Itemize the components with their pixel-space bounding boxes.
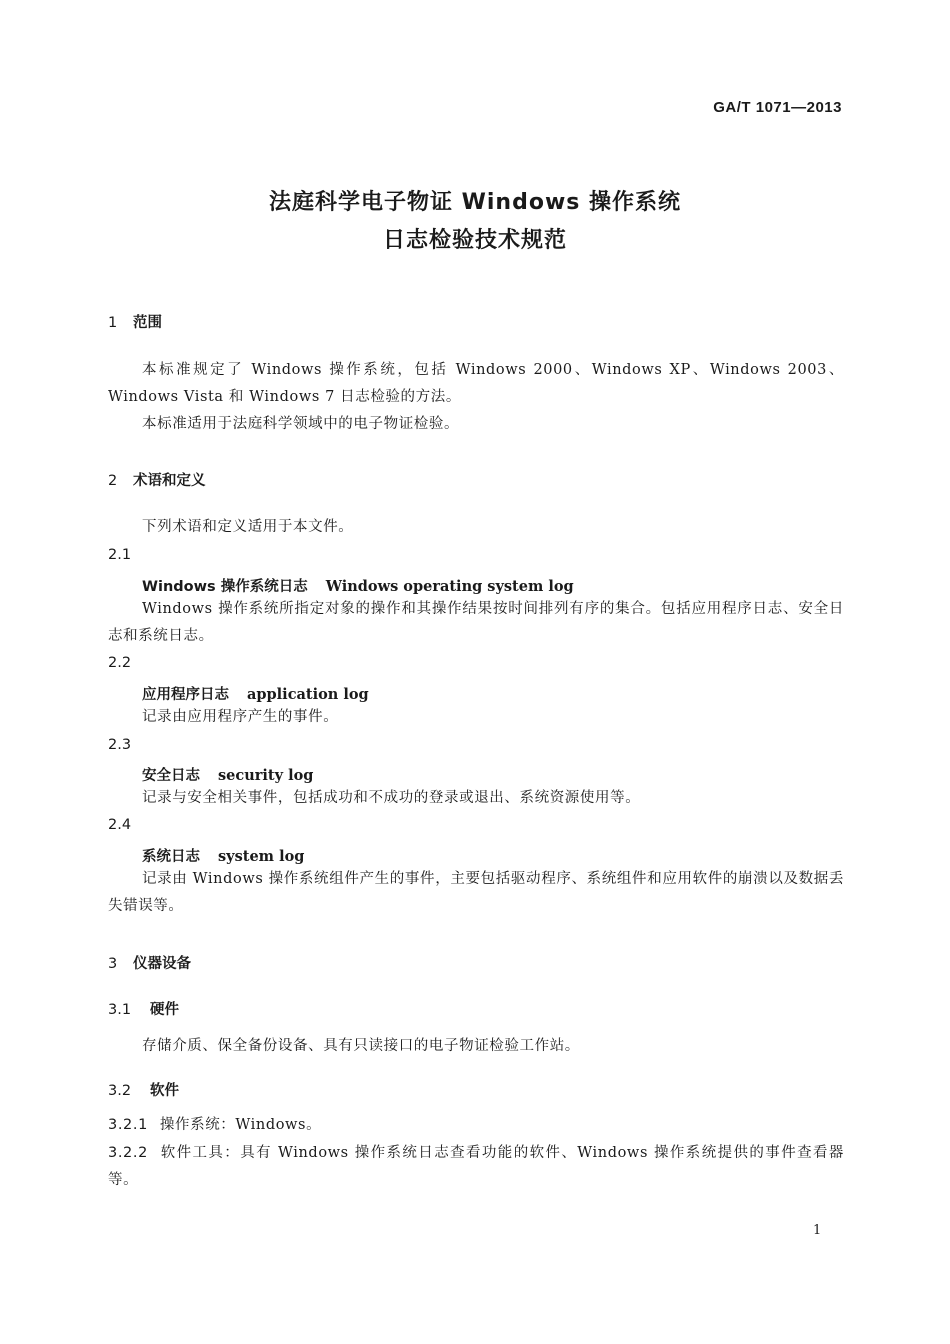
clause-number: 3.2.1	[108, 1117, 148, 1133]
subsection-number: 3.1	[108, 1002, 132, 1018]
section-title: 仪器设备	[133, 956, 191, 972]
clause-text: 操作系统：Windows。	[159, 1117, 322, 1133]
subsection-number: 3.2	[108, 1083, 132, 1099]
section-1-paragraph-2: 本标准适用于法庭科学领域中的电子物证检验。	[142, 416, 460, 432]
term-number: 2.3	[108, 737, 132, 753]
term-heading	[142, 575, 574, 596]
title-line-2: 日志检验技术规范	[382, 228, 567, 253]
term-definition: 记录由 Windows 操作系统组件产生的事件，主要包括驱动程序、系统组件和应用软件的崩溃以及数据丢失错误等。	[108, 871, 844, 914]
section-title: 术语和定义	[133, 473, 206, 489]
section-2-intro: 下列术语和定义适用于本文件。	[142, 519, 354, 535]
clause-3-2-1	[108, 1112, 844, 1139]
term-heading	[142, 764, 313, 785]
term-definition: 记录与安全相关事件，包括成功和不成功的登录或退出、系统资源使用等。	[142, 790, 641, 806]
section-number: 2	[108, 473, 118, 489]
subsection-title: 软件	[150, 1083, 179, 1099]
subsection-3-1-heading	[108, 998, 179, 1019]
term-heading	[142, 845, 304, 866]
page-number: 1	[813, 1223, 822, 1238]
document-number: GA/T 1071—2013	[713, 99, 842, 116]
term-english: Windows operating system log	[325, 578, 574, 595]
term-english: application log	[247, 686, 369, 703]
subsection-3-2-heading	[108, 1079, 179, 1100]
section-number: 3	[108, 956, 118, 972]
term-number: 2.4	[108, 817, 132, 833]
term-number: 2.2	[108, 655, 132, 671]
section-1-heading	[108, 311, 162, 332]
term-chinese: 应用程序日志	[142, 687, 229, 703]
clause-3-2-2	[108, 1140, 844, 1194]
term-chinese: 安全日志	[142, 768, 200, 784]
term-chinese: Windows 操作系统日志	[142, 579, 308, 595]
section-title: 范围	[133, 315, 162, 331]
section-1-paragraph-1: 本标准规定了 Windows 操作系统，包括 Windows 2000、Windows XP、Windows 2003、Windows Vista 和 Windows 7 日志检验的方法。	[108, 362, 844, 405]
clause-number: 3.2.2	[108, 1145, 148, 1161]
section-3-heading	[108, 952, 191, 973]
subsection-title: 硬件	[150, 1002, 179, 1018]
term-english: security log	[218, 767, 314, 784]
clause-text: 软件工具：具有 Windows 操作系统日志查看功能的软件、Windows 操作系统提供的事件查看器等。	[108, 1145, 844, 1188]
section-2-heading	[108, 469, 206, 490]
term-english: system log	[218, 848, 305, 865]
title-line-1: 法庭科学电子物证 Windows 操作系统	[268, 190, 682, 215]
term-number: 2.1	[108, 547, 132, 563]
subsection-3-1-paragraph: 存储介质、保全备份设备、具有只读接口的电子物证检验工作站。	[142, 1038, 580, 1054]
term-definition: 记录由应用程序产生的事件。	[142, 709, 339, 725]
section-number: 1	[108, 315, 118, 331]
term-heading	[142, 683, 369, 704]
term-definition: Windows 操作系统所指定对象的操作和其操作结果按时间排列有序的集合。包括应用程序日志、安全日志和系统日志。	[108, 601, 844, 644]
term-chinese: 系统日志	[142, 849, 200, 865]
